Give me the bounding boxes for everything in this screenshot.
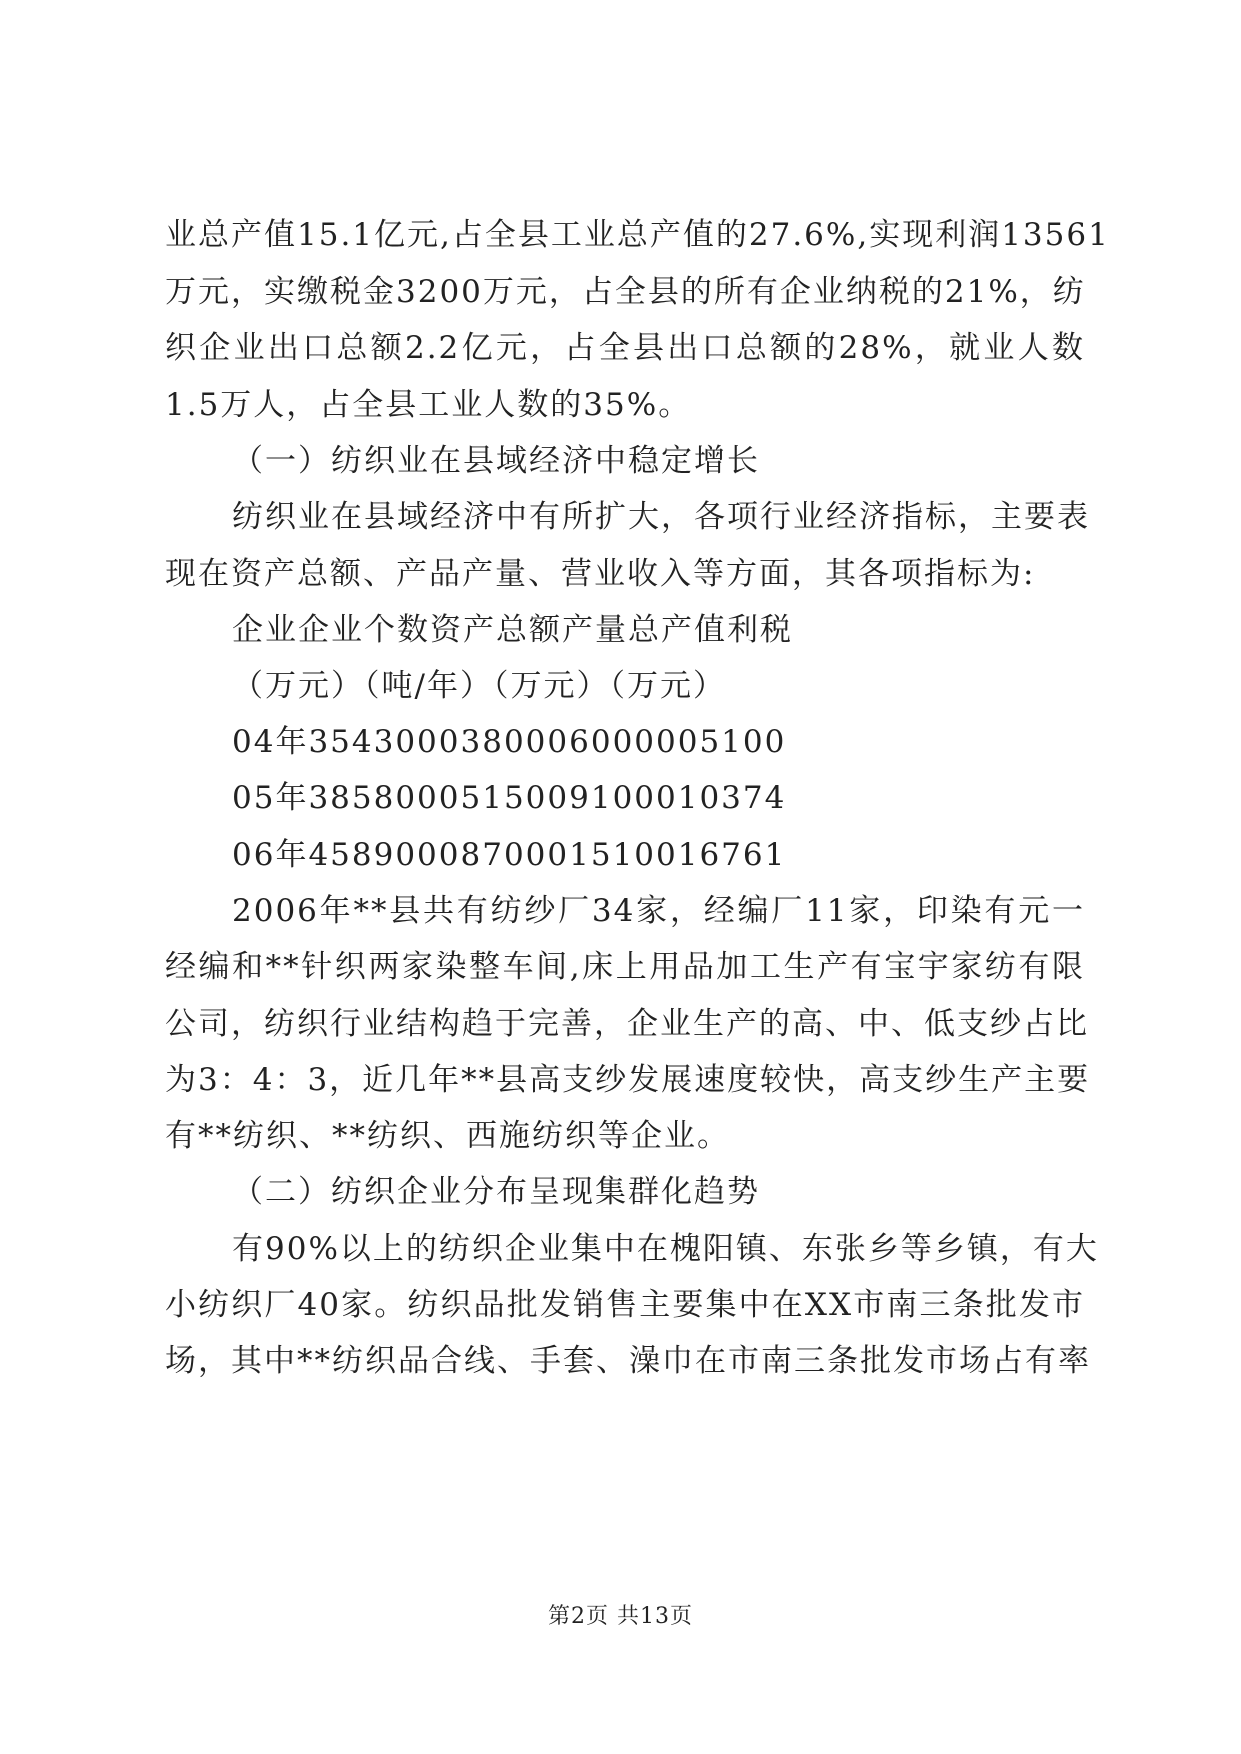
- section-heading-2: （二）纺织企业分布呈现集群化趋势: [232, 1174, 760, 1210]
- body-line-17: 有**纺织、**纺织、西施纺织等企业。: [165, 1118, 730, 1154]
- table-header-line: 企业企业个数资产总额产量总产值利税: [232, 612, 793, 648]
- body-line-1: 业总产值15.1亿元,占全县工业总产值的27.6%,实现利润13561: [165, 217, 1110, 253]
- body-line-19: 有90%以上的纺织企业集中在槐阳镇、东张乡等乡镇，有大: [232, 1231, 1099, 1267]
- body-line-13: 2006年**县共有纺纱厂34家，经编厂11家，印染有元一: [232, 893, 1085, 929]
- table-units-line: （万元）（吨/年）（万元）（万元）: [232, 668, 726, 704]
- body-line-6: 纺织业在县域经济中有所扩大，各项行业经济指标，主要表: [232, 499, 1090, 535]
- table-row-2006: 06年4589000870001510016761: [232, 837, 787, 873]
- body-line-4: 1.5万人，占全县工业人数的35%。: [165, 387, 692, 423]
- body-line-14: 经编和**针织两家染整车间,床上用品加工生产有宝宇家纺有限: [165, 949, 1085, 985]
- page-number-footer: 第2页 共13页: [548, 1604, 693, 1629]
- table-row-2004: 04年3543000380006000005100: [232, 724, 787, 760]
- body-line-20: 小纺织厂40家。纺织品批发销售主要集中在XX市南三条批发市: [165, 1287, 1085, 1323]
- body-line-15: 公司，纺织行业结构趋于完善，企业生产的高、中、低支纱占比: [165, 1006, 1089, 1042]
- body-line-3: 织企业出口总额2.2亿元，占全县出口总额的28%，就业人数: [165, 330, 1085, 366]
- body-line-2: 万元，实缴税金3200万元，占全县的所有企业纳税的21%，纺: [165, 274, 1086, 310]
- table-row-2005: 05年3858000515009100010374: [232, 780, 787, 816]
- section-heading-1: （一）纺织业在县域经济中稳定增长: [232, 443, 760, 479]
- body-line-16: 为3：4：3，近几年**县高支纱发展速度较快，高支纱生产主要: [165, 1062, 1091, 1098]
- body-line-21: 场，其中**纺织品合线、手套、澡巾在市南三条批发市场占有率: [165, 1343, 1091, 1379]
- body-line-7: 现在资产总额、产品产量、营业收入等方面，其各项指标为:: [165, 556, 1036, 592]
